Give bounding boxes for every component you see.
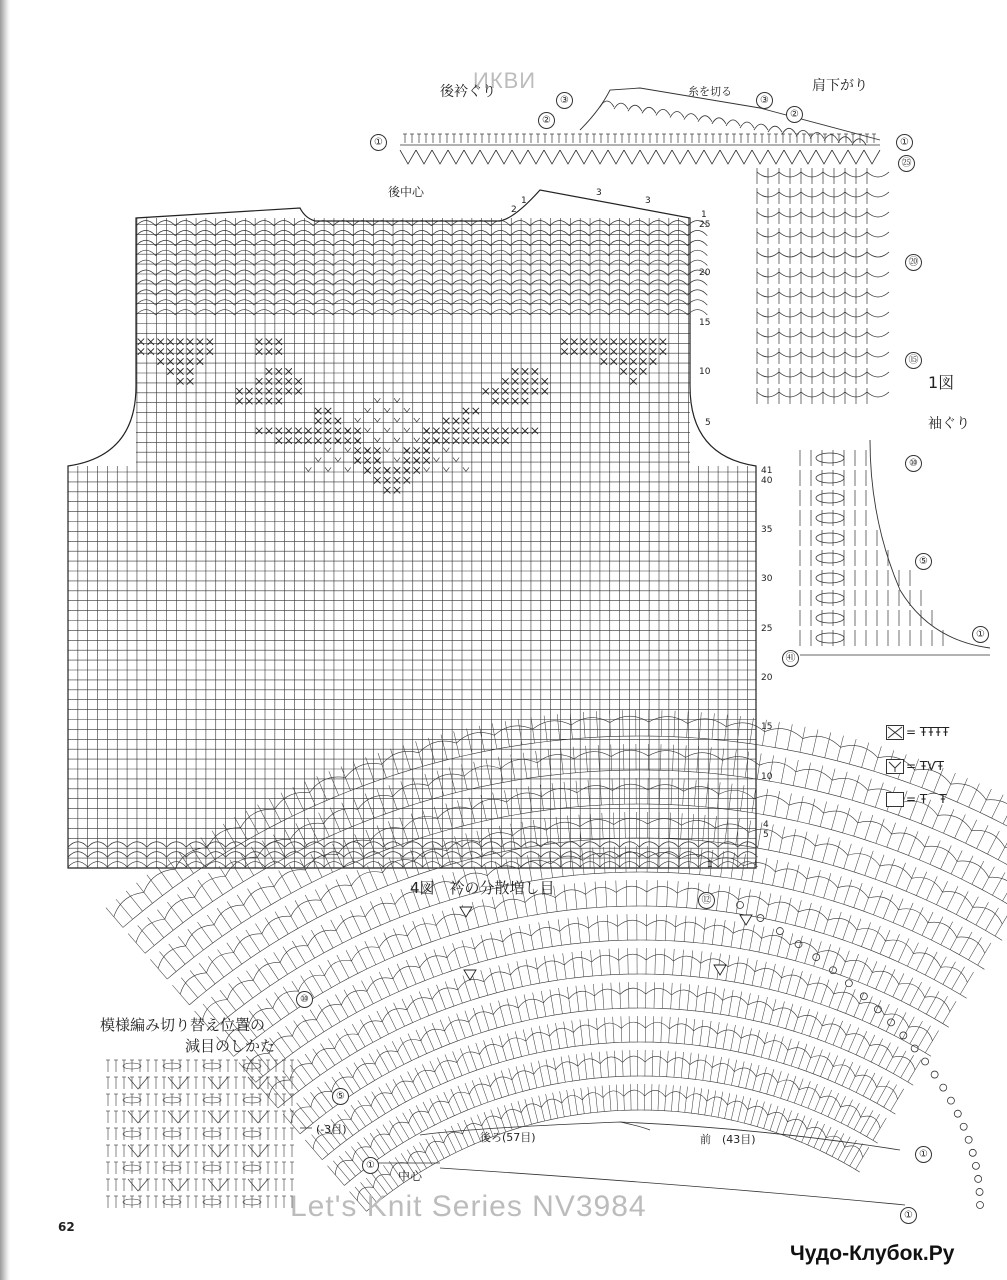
site-brand: Чудо-Клубок.Ру xyxy=(790,1242,955,1265)
row-number: 15 xyxy=(761,722,773,732)
row-marker: ② xyxy=(538,112,555,129)
row-marker: ③ xyxy=(756,92,773,109)
back-neck-label: 後衿ぐり xyxy=(440,84,496,100)
row-number: 10 xyxy=(699,367,711,377)
row-marker: ⑮ xyxy=(905,352,922,369)
center-label: 中心 xyxy=(398,1169,423,1183)
top-mark: 2 xyxy=(511,205,517,215)
figure4-title: 4図 衿の分散増し目 xyxy=(410,879,555,897)
front-stitch-count: 前 (43目) xyxy=(700,1133,756,1146)
blank-box-icon xyxy=(886,792,904,807)
collar-increase-chart xyxy=(106,710,1007,1211)
row-number: 1 xyxy=(701,210,707,220)
row-marker: ① xyxy=(915,1146,932,1163)
row-number: 5 xyxy=(705,418,711,428)
armhole-neck-chart xyxy=(400,88,990,655)
top-mark: 3 xyxy=(596,188,602,198)
row-number: 1 xyxy=(707,860,713,870)
main-grid-chart xyxy=(68,190,758,868)
back-center-label: 後中心 xyxy=(388,185,425,199)
decrease-note-line2: 減目のしかた xyxy=(185,1037,276,1055)
series-watermark: Let's Knit Series NV3984 xyxy=(290,1190,647,1223)
row-marker: ① xyxy=(972,626,989,643)
row-number: 15 xyxy=(699,318,711,328)
row-number: 35 xyxy=(761,525,773,535)
row-marker: ① xyxy=(362,1157,379,1174)
cut-yarn-label: 糸を切る xyxy=(688,85,732,98)
legend-v-meaning: = ŦѴŦ xyxy=(906,759,944,773)
v-box-icon xyxy=(886,759,904,774)
row-number: 25 xyxy=(699,220,711,230)
x-box-icon xyxy=(886,725,904,740)
row-marker: ⑫ xyxy=(698,892,715,909)
row-marker: ① xyxy=(370,134,387,151)
row-number: 20 xyxy=(699,268,711,278)
row-marker: ⑩ xyxy=(905,455,922,472)
row-marker: ① xyxy=(896,134,913,151)
top-mark: 1 xyxy=(521,196,527,206)
row-number: 10 xyxy=(761,772,773,782)
row-marker: ③ xyxy=(556,92,573,109)
legend-blank-meaning: = Ŧ⌒Ŧ xyxy=(906,792,947,806)
row-marker: ⑤ xyxy=(915,553,932,570)
row-marker: ⑤ xyxy=(332,1088,349,1105)
top-mark: 3 xyxy=(645,196,651,206)
row-marker: ② xyxy=(786,106,803,123)
legend-x-meaning: = ŦŦŦŦ xyxy=(906,725,950,739)
row-marker: ① xyxy=(900,1207,917,1224)
figure1-label: 1図 xyxy=(928,373,955,392)
shoulder-slope-label: 肩下がり xyxy=(812,78,868,94)
row-marker: ⑩ xyxy=(296,991,313,1008)
row-number: 20 xyxy=(761,673,773,683)
decrease-note-line1: 模様編み切り替え位置の xyxy=(100,1016,266,1034)
row-marker: ㊶ xyxy=(782,650,799,667)
row-number: 25 xyxy=(761,624,773,634)
row-number: 5 xyxy=(763,830,769,840)
row-number: 30 xyxy=(761,574,773,584)
row-number: 40 xyxy=(761,476,773,486)
row-marker: ⑳ xyxy=(905,254,922,271)
row-number: 4 xyxy=(763,820,769,830)
back-stitch-count: 後ろ(57目) xyxy=(480,1131,536,1144)
minus-three-label: (-3目) xyxy=(316,1123,347,1136)
top-watermark: ИКВИ xyxy=(473,68,537,93)
page-number: 62 xyxy=(58,1220,75,1234)
armhole-label: 袖ぐり xyxy=(928,416,970,432)
decrease-method-chart xyxy=(106,1060,312,1208)
row-number: 41 xyxy=(761,466,773,476)
row-marker: ㉕ xyxy=(898,155,915,172)
